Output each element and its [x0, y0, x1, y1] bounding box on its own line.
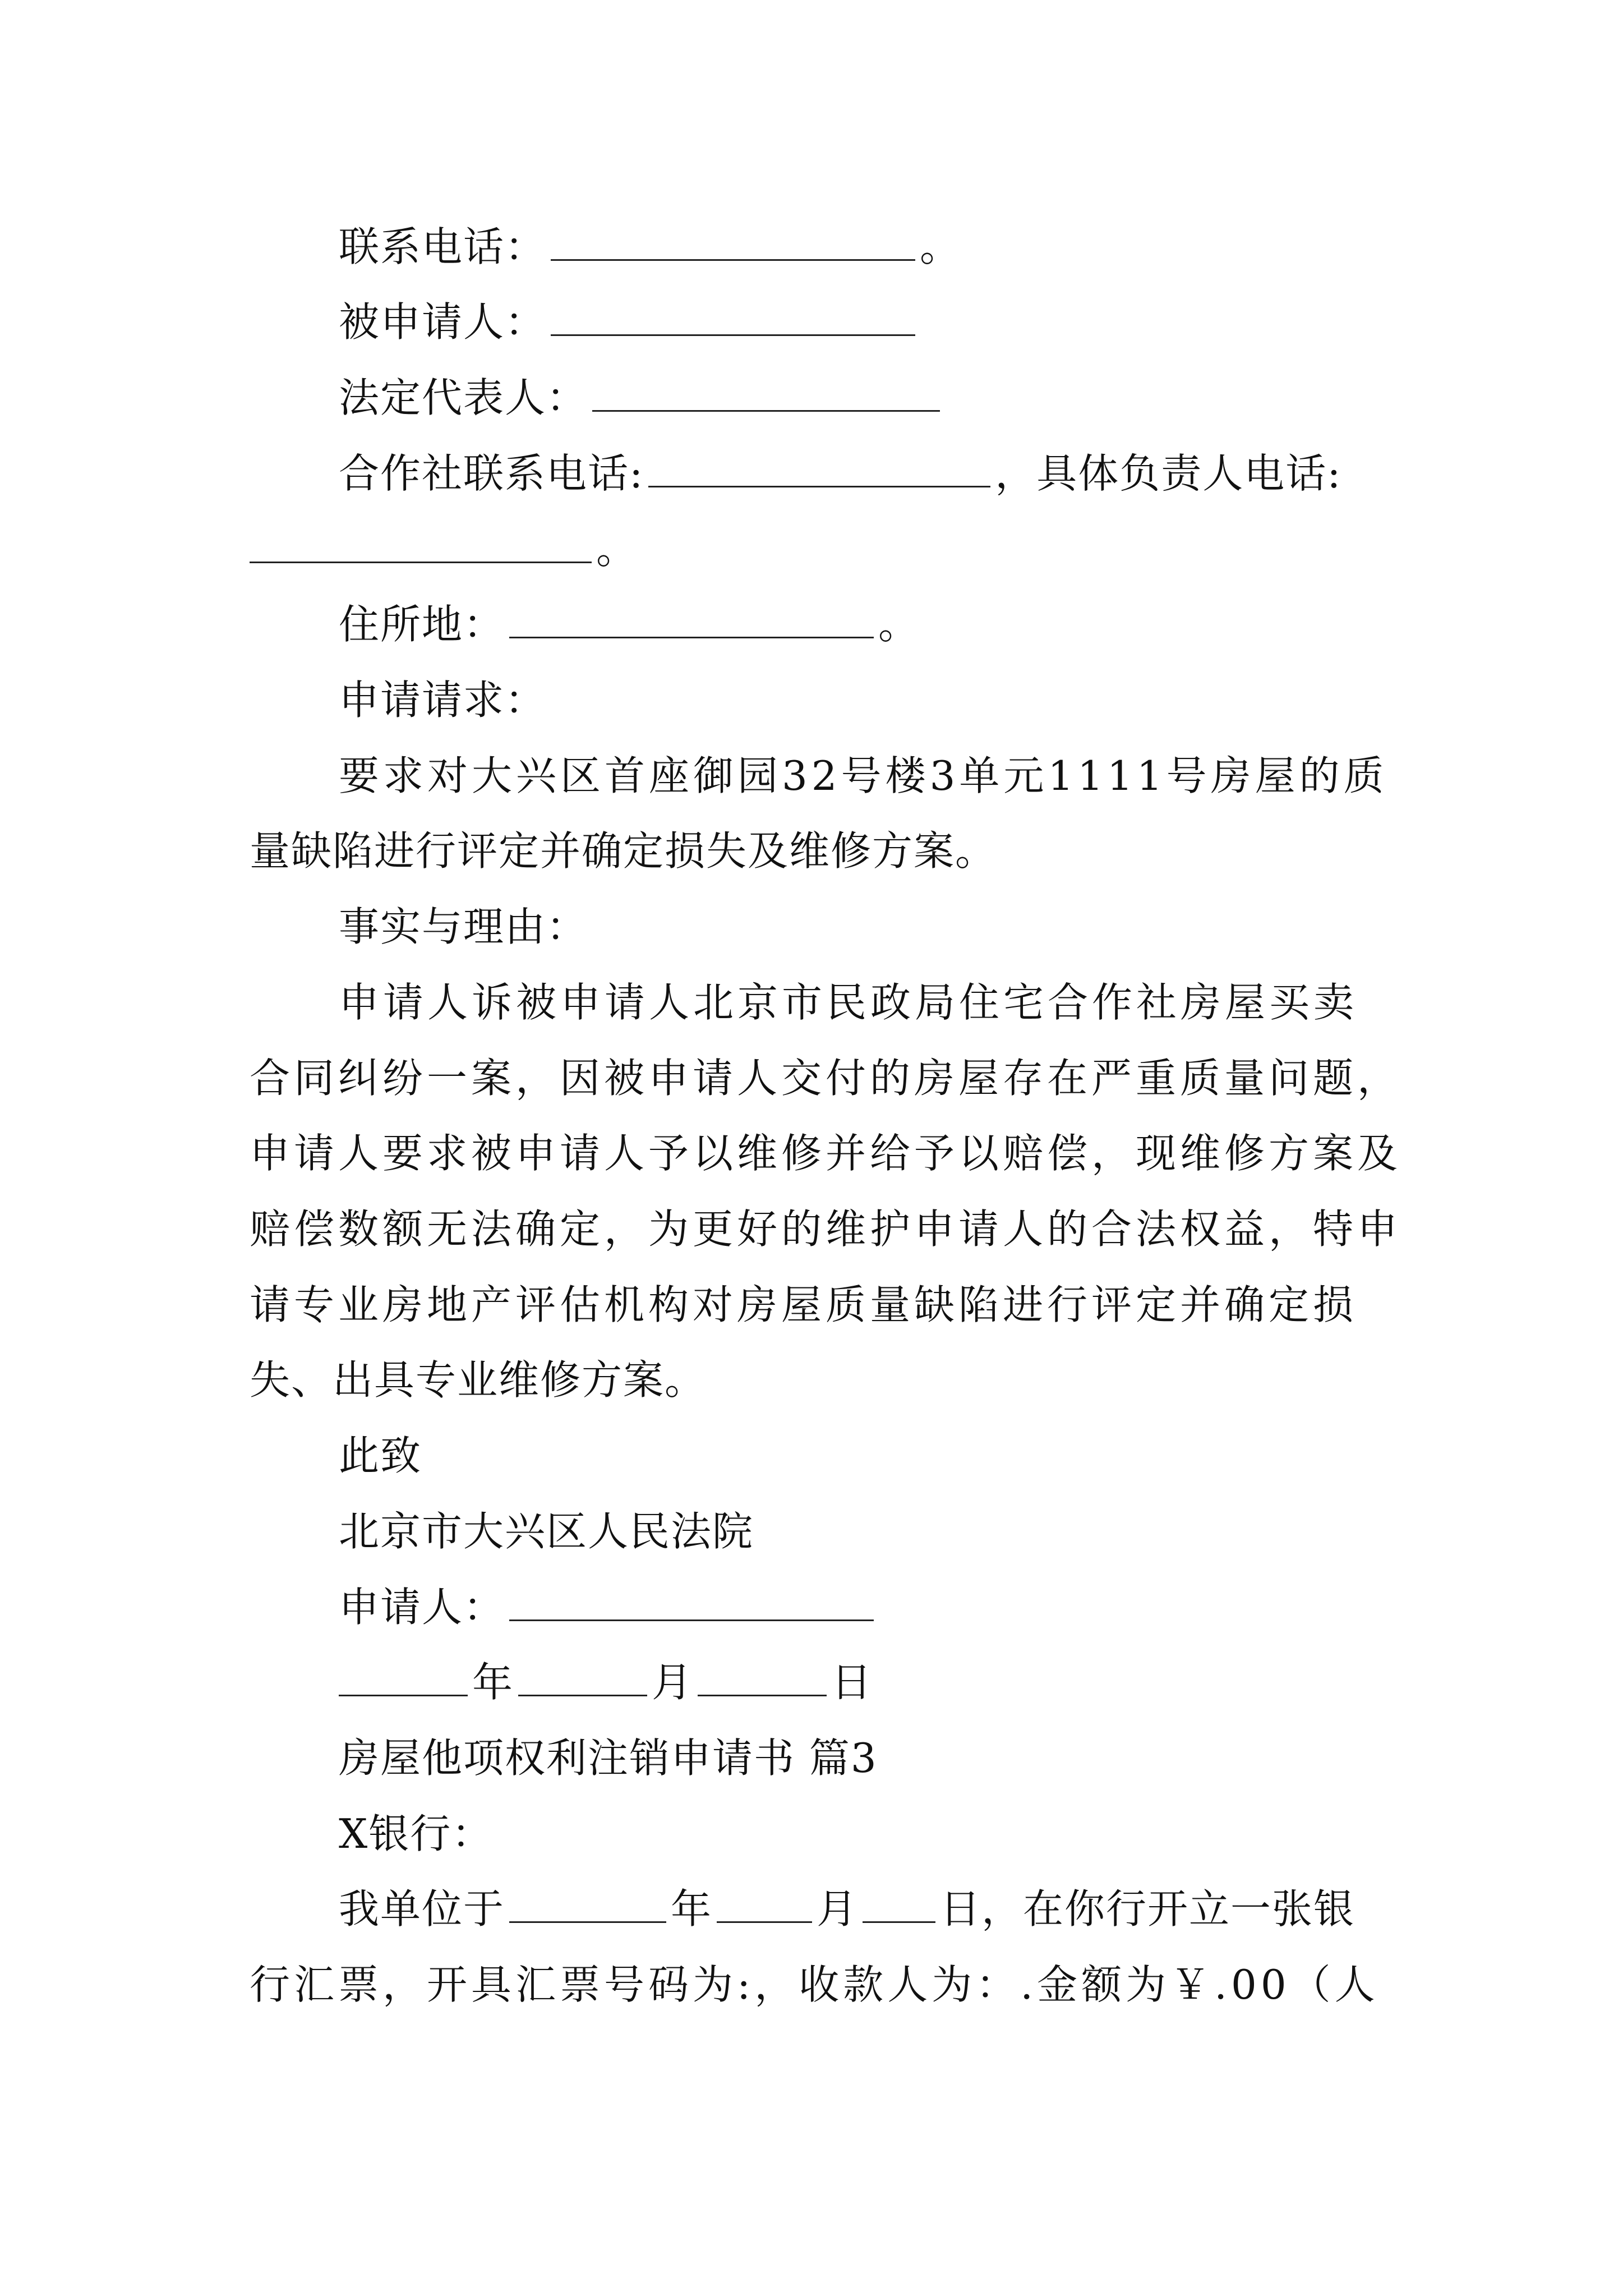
address-line: 住所地： 。	[339, 587, 920, 661]
contact-phone-blank	[551, 211, 915, 261]
facts-text-line-2: 合同纠纷一案，因被申请人交付的房屋存在严重质量问题，	[250, 1055, 1402, 1102]
facts-text-line-3: 申请人要求被申请人予以维修并给予以赔偿，现维修方案及	[250, 1130, 1402, 1177]
legal-rep-label: 法定代表人：	[339, 374, 588, 421]
contact-phone-label: 联系电话：	[339, 223, 547, 270]
coop-phone-label: 合作社联系电话:	[339, 450, 644, 497]
letter-day-blank	[863, 1873, 935, 1923]
responsible-phone-line: 。	[250, 512, 638, 586]
addressee-court: 北京市大兴区人民法院	[339, 1508, 754, 1555]
date-line: 年 月 日	[339, 1645, 873, 1719]
facts-heading: 事实与理由：	[339, 903, 588, 950]
contact-phone-line: 联系电话： 。	[339, 210, 961, 284]
facts-text-line-6: 失、出具专业维修方案。	[250, 1356, 707, 1404]
facts-text-line-1: 申请人诉被申请人北京市民政局住宅合作社房屋买卖	[339, 979, 1358, 1026]
legal-rep-blank	[592, 362, 940, 412]
request-text-line-2: 量缺陷进行评定并确定损失及维修方案。	[250, 827, 997, 875]
coop-phone-line	[339, 436, 1342, 510]
responsible-phone-blank	[250, 513, 592, 563]
applicant-blank	[509, 1571, 874, 1621]
applicant-label: 申请人：	[339, 1584, 505, 1631]
year-blank	[339, 1646, 468, 1696]
month-blank	[518, 1646, 647, 1696]
address-blank	[509, 588, 874, 638]
bank-salutation: X银行：	[339, 1810, 494, 1857]
respondent-blank	[551, 286, 915, 336]
request-text-line-1: 要求对大兴区首座御园32号楼3单元1111号房屋的质	[339, 752, 1388, 799]
section-title: 房屋他项权利注销申请书 篇3	[339, 1734, 878, 1782]
letter-month-blank	[717, 1873, 812, 1923]
salutation: 此致	[339, 1432, 422, 1479]
bank-letter-line-2: 行汇票，开具汇票号码为:，收款人为：.金额为￥.00（人	[250, 1961, 1379, 2008]
request-heading: 申请请求：	[339, 677, 547, 724]
responsible-phone-label: ，具体负责人电话:	[995, 450, 1342, 497]
letter-year-blank	[509, 1873, 666, 1923]
legal-rep-line	[339, 361, 944, 435]
applicant-signature-line	[339, 1570, 878, 1644]
respondent-label: 被申请人：	[339, 298, 547, 346]
coop-phone-blank	[648, 438, 990, 487]
facts-text-line-4: 赔偿数额无法确定，为更好的维护申请人的合法权益，特申	[250, 1205, 1402, 1253]
facts-text-line-5: 请专业房地产评估机构对房屋质量缺陷进行评定并确定损	[250, 1281, 1358, 1328]
bank-letter-line-1: 我单位于 年 月 日，在你行开立一张银	[339, 1872, 1355, 1946]
respondent-line	[339, 285, 920, 359]
address-label: 住所地：	[339, 601, 505, 648]
day-blank	[698, 1646, 827, 1696]
